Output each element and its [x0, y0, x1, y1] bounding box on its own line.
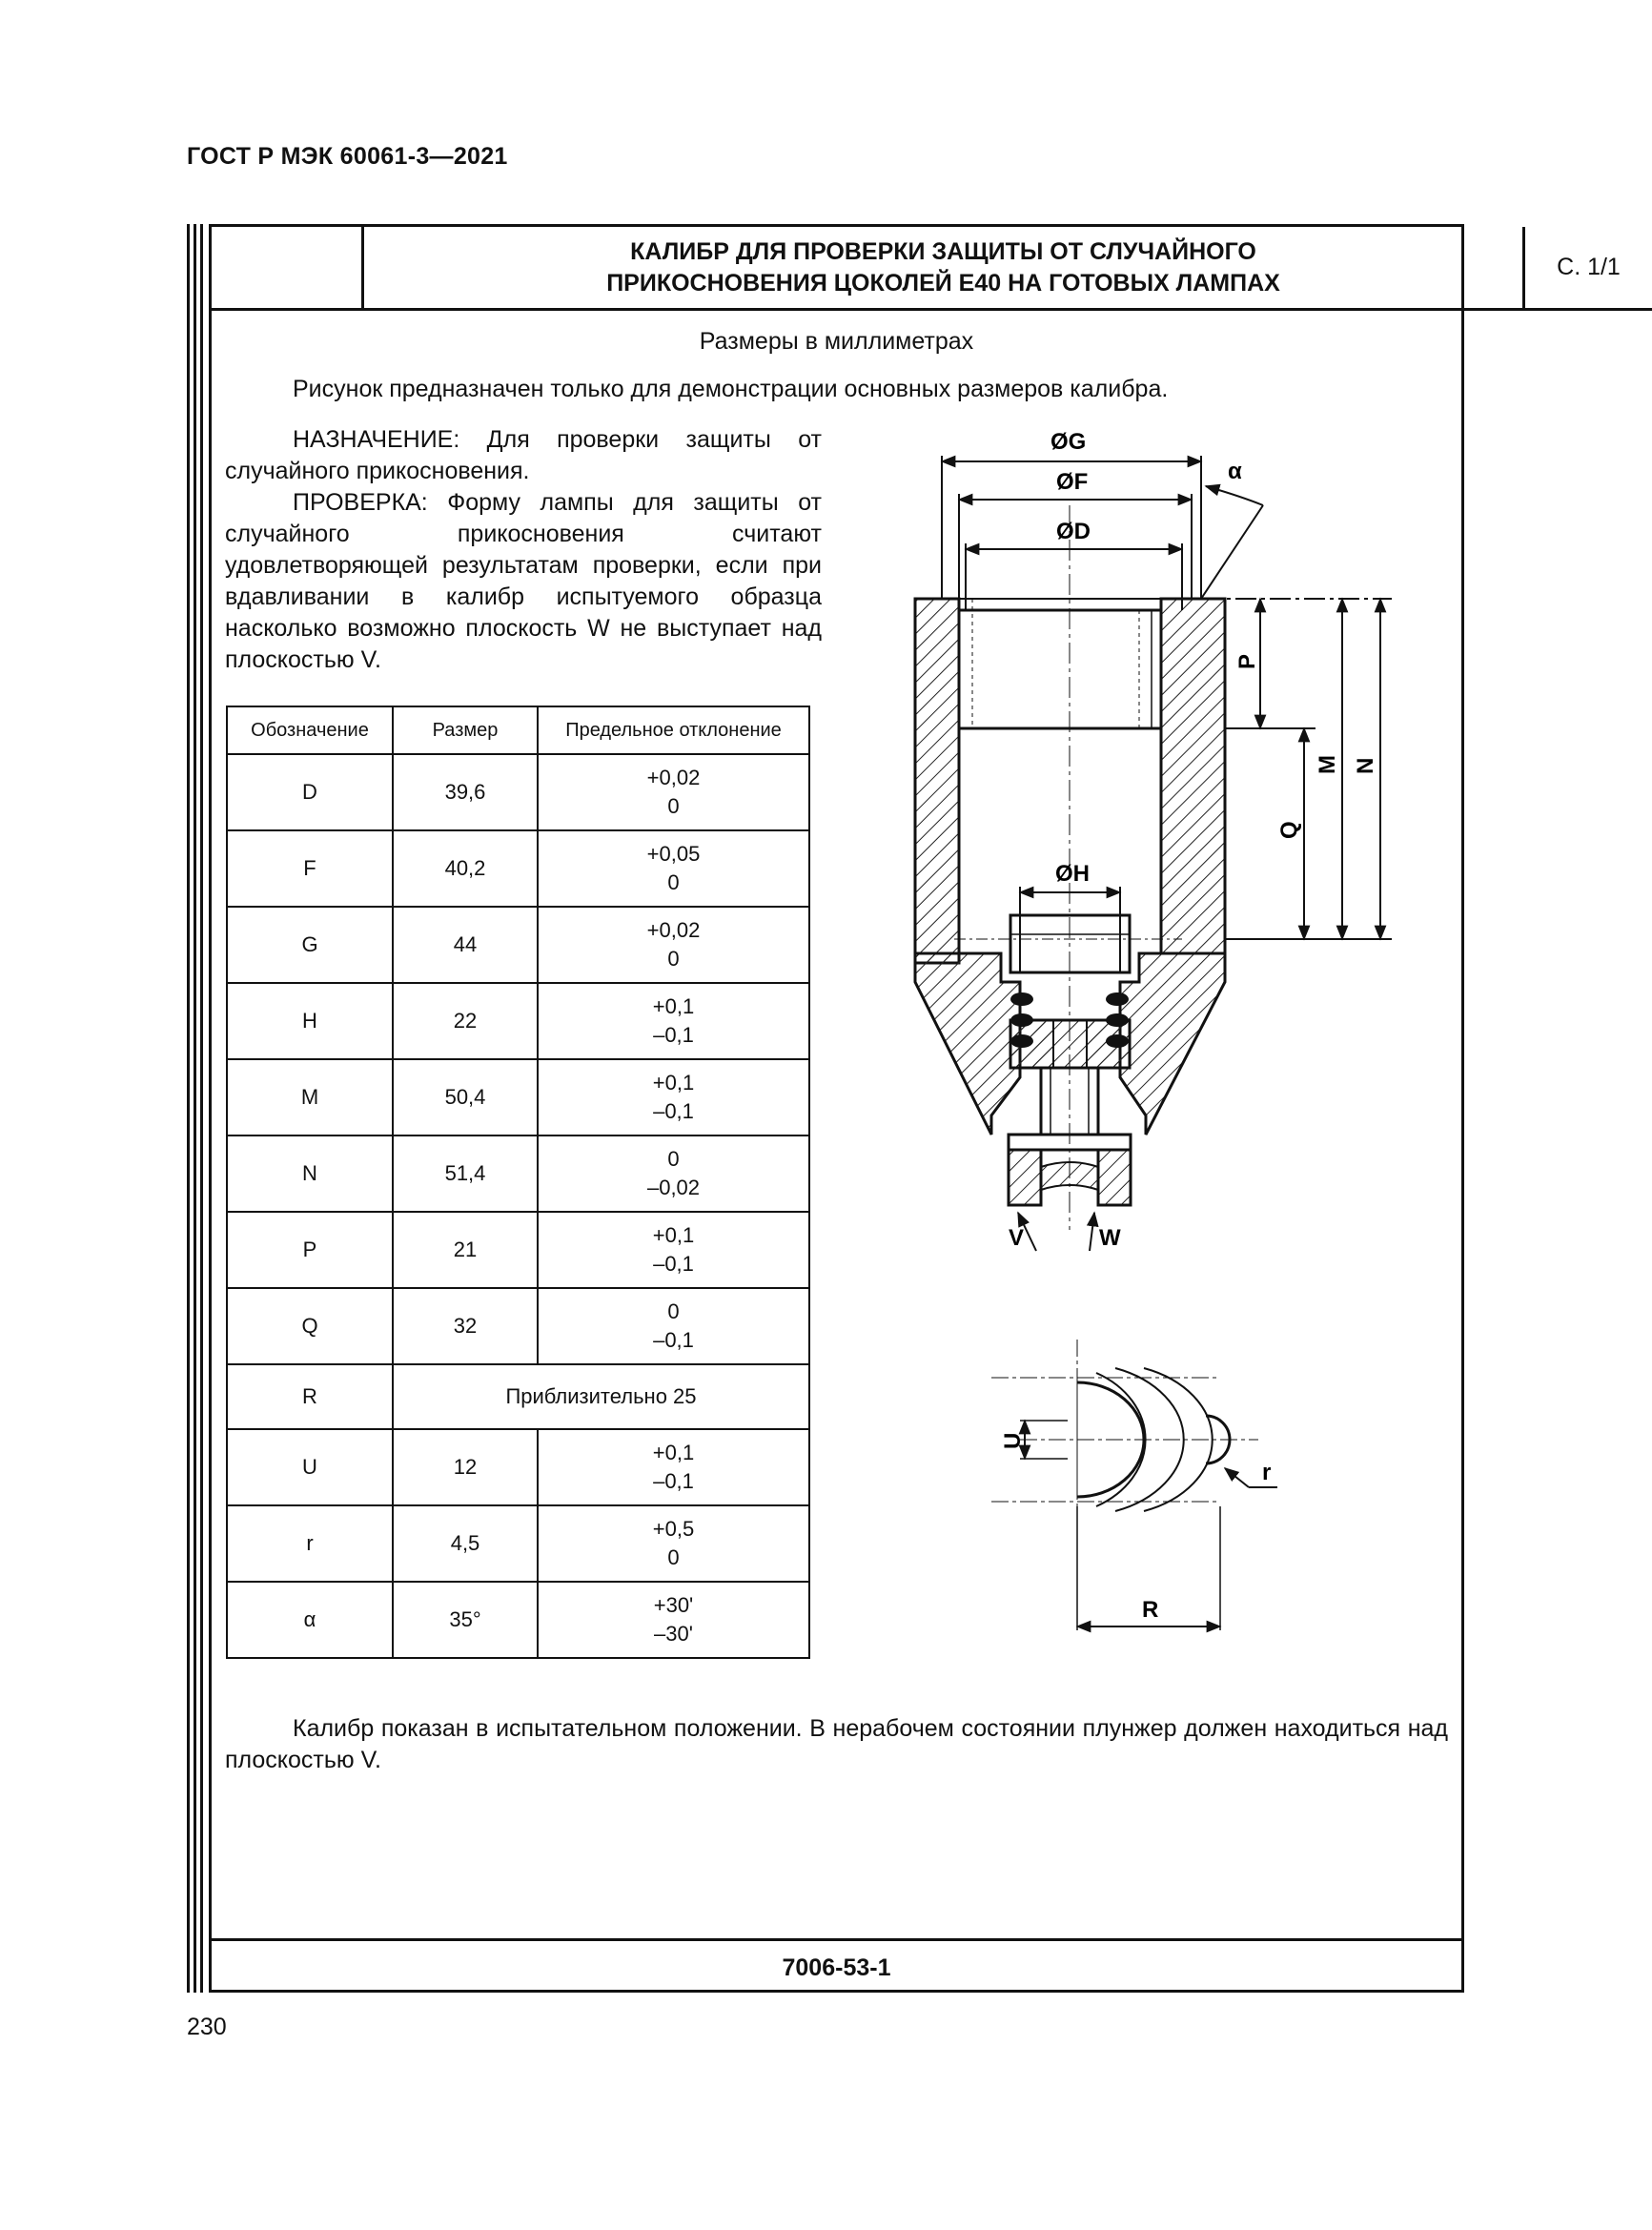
tolerance-upper: +0,02 — [646, 918, 701, 942]
cell-symbol: U — [227, 1429, 393, 1505]
cell-symbol: F — [227, 830, 393, 907]
tolerance-lower: –0,1 — [653, 1328, 694, 1352]
cell-symbol: α — [227, 1582, 393, 1658]
label-f: ØF — [1056, 469, 1089, 495]
cell-symbol: N — [227, 1135, 393, 1212]
column-header: Предельное отклонение — [538, 706, 809, 754]
purpose-paragraph: НАЗНАЧЕНИЕ: Для проверки защиты от случайного прикосновения. — [225, 426, 822, 484]
cell-size: 22 — [393, 983, 538, 1059]
label-q: Q — [1276, 821, 1302, 839]
label-p: P — [1234, 653, 1260, 669]
sheet-number: С. 1/1 — [1525, 227, 1652, 311]
table-row — [227, 983, 809, 1059]
tolerance-upper: +0,5 — [652, 1517, 695, 1541]
cell-tolerance — [538, 1212, 809, 1288]
table-row — [227, 1364, 809, 1429]
tolerance-upper: +0,02 — [646, 766, 701, 789]
sheet-title-line1: КАЛИБР ДЛЯ ПРОВЕРКИ ЗАЩИТЫ ОТ СЛУЧАЙНОГО — [630, 238, 1256, 265]
table-row — [227, 1429, 809, 1505]
cell-symbol: D — [227, 754, 393, 830]
label-d: ØD — [1056, 519, 1091, 544]
footer-divider — [212, 1938, 1461, 1941]
cell-tolerance — [538, 907, 809, 983]
closing-paragraph: Калибр показан в испытательном положении. В нерабочем состоянии плунжер должен находиться над плоскостью V. — [225, 1715, 1448, 1773]
sheet-title-line2: ПРИКОСНОВЕНИЯ ЦОКОЛЕЙ Е40 НА ГОТОВЫХ ЛАМПАХ — [606, 269, 1280, 297]
tolerance-lower: 0 — [667, 794, 680, 818]
cell-symbol: M — [227, 1059, 393, 1135]
cell-size: 4,5 — [393, 1505, 538, 1582]
cell-tolerance — [538, 1059, 809, 1135]
dimensions-table — [226, 706, 810, 1659]
tolerance-lower: –0,1 — [653, 1023, 694, 1047]
cell-symbol: G — [227, 907, 393, 983]
page-number: 230 — [187, 2014, 227, 2040]
sheet-title — [361, 227, 1525, 311]
tolerance-upper: +0,1 — [652, 1071, 695, 1095]
tolerance-upper: 0 — [667, 1299, 680, 1323]
gauge-drawing — [896, 410, 1430, 1649]
label-u: U — [1000, 1432, 1026, 1449]
intro-paragraph: Рисунок предназначен только для демонстрации основных размеров калибра. — [293, 376, 1169, 402]
sheet-code: 7006-53-1 — [782, 1954, 891, 1981]
cell-tolerance — [538, 1505, 809, 1582]
tolerance-lower: –0,1 — [653, 1252, 694, 1276]
cell-size: 51,4 — [393, 1135, 538, 1212]
label-g: ØG — [1050, 429, 1087, 455]
cell-symbol: R — [227, 1364, 393, 1429]
column-header: Размер — [393, 706, 538, 754]
tolerance-lower: 0 — [667, 870, 680, 894]
header-left-cell — [212, 227, 361, 311]
table-row — [227, 1582, 809, 1658]
cell-tolerance — [538, 1135, 809, 1212]
table-row — [227, 1059, 809, 1135]
column-header: Обозначение — [227, 706, 393, 754]
cell-tolerance — [538, 1582, 809, 1658]
cell-size: 32 — [393, 1288, 538, 1364]
tolerance-lower: –0,02 — [646, 1176, 701, 1199]
tolerance-lower: 0 — [667, 1545, 680, 1569]
cell-size: 35° — [393, 1582, 538, 1658]
cell-size-merged: Приблизительно 25 — [393, 1364, 809, 1429]
tolerance-lower: –0,1 — [653, 1099, 694, 1123]
document-id: ГОСТ Р МЭК 60061-3—2021 — [187, 143, 508, 170]
label-r-small: r — [1262, 1460, 1272, 1485]
table-row — [227, 830, 809, 907]
table-row — [227, 1288, 809, 1364]
label-h: ØH — [1055, 861, 1090, 887]
units-note: Размеры в миллиметрах — [699, 328, 974, 355]
tolerance-upper: +0,1 — [652, 994, 695, 1018]
tolerance-upper: +0,05 — [646, 842, 701, 866]
label-w: W — [1099, 1225, 1121, 1251]
cell-symbol: H — [227, 983, 393, 1059]
cell-tolerance — [538, 1288, 809, 1364]
table-row — [227, 1505, 809, 1582]
tolerance-upper: +30' — [653, 1593, 694, 1617]
cell-size: 12 — [393, 1429, 538, 1505]
check-paragraph: ПРОВЕРКА: Форму лампы для защиты от случайного прикосновения считают удовлетворяющей результатам проверки, если при вдавливании в калибр испытуемого образца насколько возможно плоскость W не выступает над плоскостью V. — [225, 489, 822, 673]
cell-symbol: Q — [227, 1288, 393, 1364]
cell-tolerance — [538, 1429, 809, 1505]
table-row — [227, 1135, 809, 1212]
label-v: V — [1009, 1225, 1025, 1251]
detail-view — [991, 1340, 1277, 1630]
label-r-big: R — [1142, 1597, 1159, 1623]
table-row — [227, 907, 809, 983]
table-row — [227, 1212, 809, 1288]
binding-line — [187, 224, 190, 1993]
tolerance-upper: +0,1 — [652, 1223, 695, 1247]
table-row — [227, 754, 809, 830]
cell-symbol: P — [227, 1212, 393, 1288]
tolerance-upper: 0 — [667, 1147, 680, 1171]
cell-size: 21 — [393, 1212, 538, 1288]
cell-size: 50,4 — [393, 1059, 538, 1135]
tolerance-lower: –0,1 — [653, 1469, 694, 1493]
label-alpha: α — [1228, 459, 1242, 484]
tolerance-upper: +0,1 — [652, 1441, 695, 1464]
binding-line — [194, 224, 196, 1993]
cell-size: 44 — [393, 907, 538, 983]
cell-size: 40,2 — [393, 830, 538, 907]
label-m: M — [1315, 755, 1340, 774]
cell-size: 39,6 — [393, 754, 538, 830]
cell-symbol: r — [227, 1505, 393, 1582]
tolerance-lower: –30' — [654, 1622, 693, 1646]
label-n: N — [1353, 757, 1378, 774]
cell-tolerance — [538, 983, 809, 1059]
tolerance-lower: 0 — [667, 947, 680, 971]
table-header-row — [227, 706, 809, 754]
cell-tolerance — [538, 830, 809, 907]
binding-line — [200, 224, 203, 1993]
cell-tolerance — [538, 754, 809, 830]
plane-pointers — [1018, 1213, 1094, 1251]
